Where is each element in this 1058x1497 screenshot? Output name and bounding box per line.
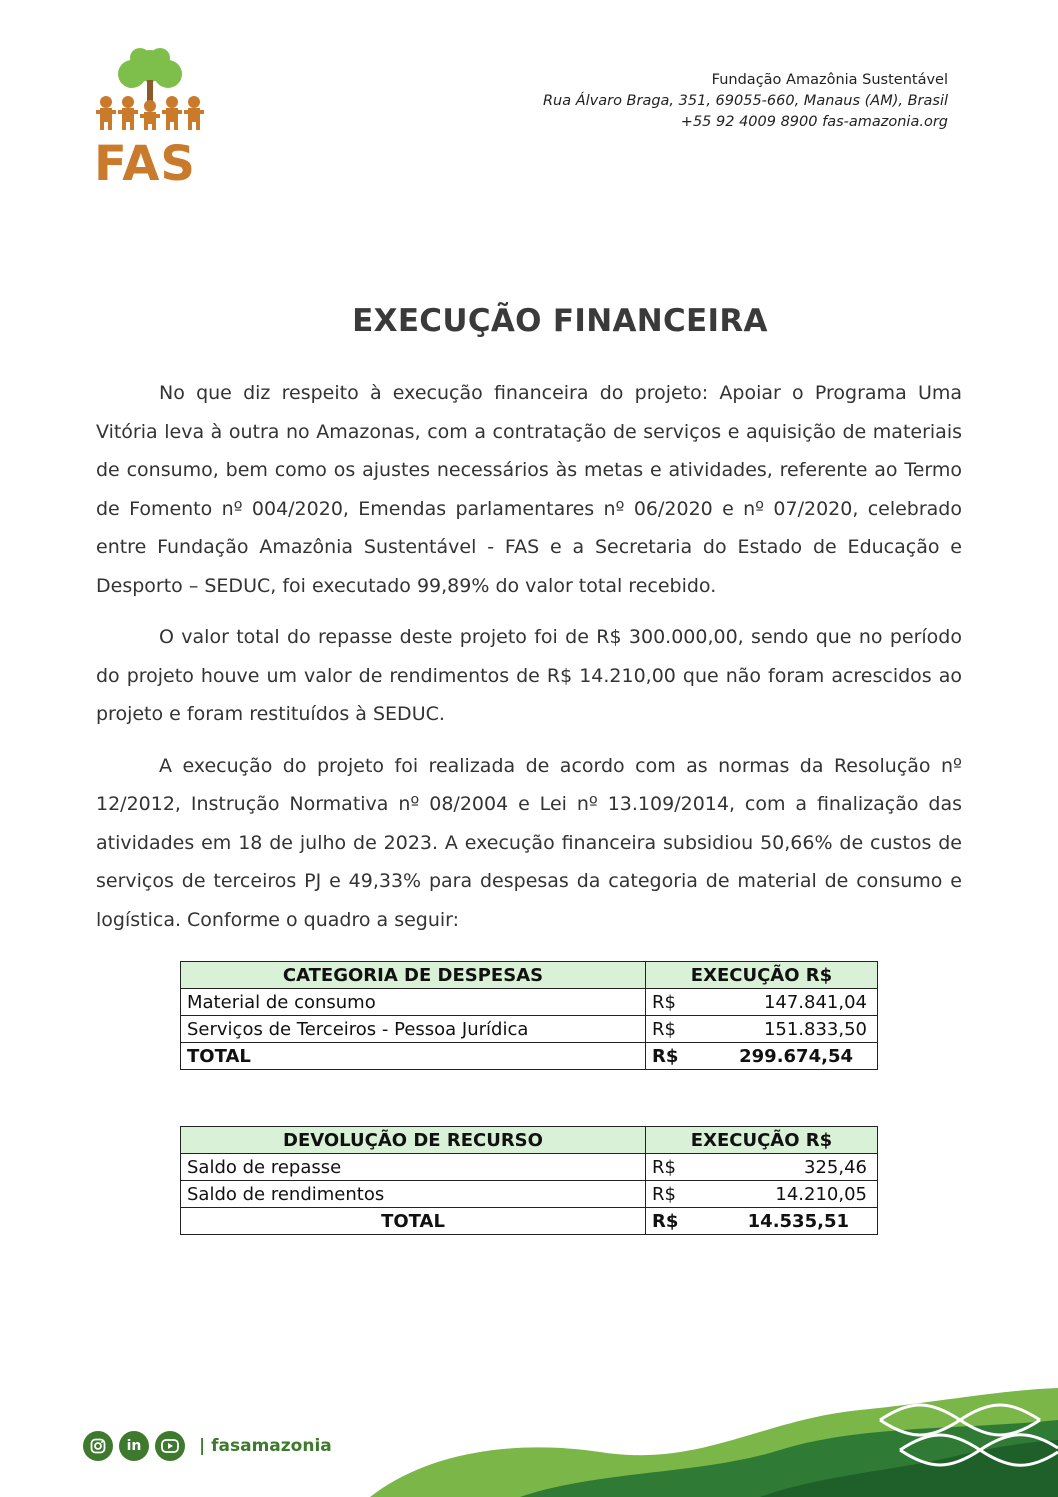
- instagram-icon[interactable]: [83, 1431, 113, 1461]
- table-header: EXECUÇÃO R$: [646, 1127, 878, 1154]
- logo-text: FAS: [94, 136, 196, 192]
- table-header-row: [181, 962, 878, 989]
- org-contact: +55 92 4009 8900 fas-amazonia.org: [680, 114, 948, 130]
- table-total-row: [181, 1208, 878, 1235]
- paragraph: A execução do projeto foi realizada de acordo com as normas da Resolução nº 12/2012, Instrução Normativa nº 08/2004 e Lei nº 13.109/2014, com a finalização das atividades em 18 de julho de 2023. A execução financeira subsidiou 50,66% de custos de serviços de terceiros PJ e 49,33% para despesas da categoria de material de consumo e logística. Conforme o quadro a seguir:: [96, 754, 962, 931]
- total-currency: R$: [646, 1043, 689, 1070]
- row-value: 151.833,50: [688, 1016, 878, 1043]
- row-currency: R$: [646, 1181, 689, 1208]
- row-currency: R$: [646, 1154, 689, 1181]
- tree-people-logo-icon: [92, 44, 210, 136]
- letterhead: [543, 70, 948, 133]
- row-label: Material de consumo: [181, 989, 646, 1016]
- table-row: [181, 1154, 878, 1181]
- row-value: 325,46: [688, 1154, 878, 1181]
- table-row: [181, 1016, 878, 1043]
- org-name: Fundação Amazônia Sustentável: [711, 72, 948, 88]
- total-label: TOTAL: [181, 1208, 646, 1235]
- table-header: CATEGORIA DE DESPESAS: [181, 962, 646, 989]
- table-header: DEVOLUÇÃO DE RECURSO: [181, 1127, 646, 1154]
- total-value: 14.535,51: [688, 1208, 878, 1235]
- row-currency: R$: [646, 1016, 689, 1043]
- paragraph: O valor total do repasse deste projeto foi de R$ 300.000,00, sendo que no período do projeto houve um valor de rendimentos de R$ 14.210,00 que não foram acrescidos ao projeto e foram restituídos à SEDUC.: [96, 626, 962, 725]
- document-body: [96, 374, 962, 952]
- row-value: 147.841,04: [688, 989, 878, 1016]
- table-header-row: [181, 1127, 878, 1154]
- youtube-icon[interactable]: [155, 1431, 185, 1461]
- row-value: 14.210,05: [688, 1181, 878, 1208]
- linkedin-glyph: in: [126, 1438, 142, 1454]
- table-row: [181, 1181, 878, 1208]
- paragraph: No que diz respeito à execução financeira do projeto: Apoiar o Programa Uma Vitória leva à outra no Amazonas, com a contratação de serviços e aquisição de materiais de consumo, bem como os ajustes necessários às metas e atividades, referente ao Termo de Fomento nº 004/2020, Emendas parlamentares nº 06/2020 e nº 07/2020, celebrado entre Fundação Amazônia Sustentável - FAS e a Secretaria do Estado de Educação e Desporto – SEDUC, foi executado 99,89% do valor total recebido.: [96, 382, 962, 597]
- table-total-row: [181, 1043, 878, 1070]
- table-header: EXECUÇÃO R$: [646, 962, 878, 989]
- total-label: TOTAL: [181, 1043, 646, 1070]
- fas-logo: [92, 44, 210, 192]
- linkedin-icon[interactable]: [119, 1431, 149, 1461]
- total-currency: R$: [646, 1208, 689, 1235]
- row-label: Saldo de repasse: [181, 1154, 646, 1181]
- row-currency: R$: [646, 989, 689, 1016]
- social-handle[interactable]: | fasamazonia: [199, 1436, 332, 1456]
- row-label: Saldo de rendimentos: [181, 1181, 646, 1208]
- page-title: EXECUÇÃO FINANCEIRA: [352, 303, 768, 339]
- org-address: Rua Álvaro Braga, 351, 69055-660, Manaus (AM), Brasil: [542, 93, 948, 109]
- expense-table: [180, 961, 878, 1070]
- total-value: 299.674,54: [688, 1043, 878, 1070]
- table-row: [181, 989, 878, 1016]
- row-label: Serviços de Terceiros - Pessoa Jurídica: [181, 1016, 646, 1043]
- social-links: [83, 1431, 332, 1461]
- refund-table: [180, 1126, 878, 1235]
